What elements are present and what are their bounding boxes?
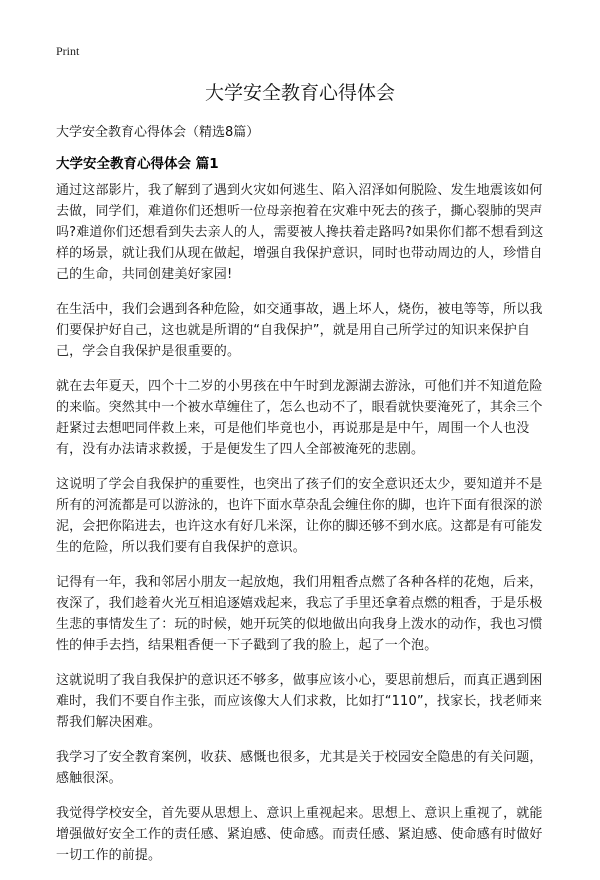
paragraph-2: 在生活中，我们会遇到各种危险，如交通事故，遇上坏人，烧伤，被电等等，所以我们要保护好自己，这也就是所谓的“自我保护”，就是用自己所学过的知识来保护自己，学会自我保护是很重要的。 bbox=[56, 302, 543, 359]
paragraph-1: 通过这部影片，我了解到了遇到火灾如何逃生、陷入沼泽如何脱险、发生地震该如何去做，同学们，难道你们还想听一位母亲抱着在灾难中死去的孩子，撕心裂肺的哭声吗?难道你们还想看到失去亲人的人，需要被人搀扶着走路吗?如果你们都不想看到这样的场景，就让我们从现在做起，增强自我保护意识，同时也带动周边的人，珍惜自己的生命，共同创建美好家园! bbox=[56, 183, 544, 282]
paragraph-3: 就在去年夏天，四个十二岁的小男孩在中午时到龙源湖去游泳，可他们并不知道危险的来临。突然其中一个被水草缠住了，怎么也动不了，眼看就快要淹死了，其余三个赶紧过去想吧同伴救上来，可是他们毕竟也小，再说那是是中午，周围一个人也没有，没有办法请求救援，于是便发生了四人全部被淹死的悲剧。 bbox=[56, 379, 543, 457]
paragraph-6: 这就说明了我自我保护的意识还不够多，做事应该小心，要思前想后，而真正遇到困难时，我们不要自作主张，而应该像大人们求救，比如打“110”，找家长，找老师来帮我们解决困难。 bbox=[56, 673, 543, 730]
paragraph-5: 记得有一年，我和邻居小朋友一起放炮，我们用粗香点燃了各种各样的花炮，后来，夜深了，我们趁着火光互相追逐嬉戏起来，我忘了手里还拿着点燃的粗香，于是乐极生悲的事情发生了：玩的时候，她开玩笑的似地做出向我身上泼水的动作，我也习惯性的伸手去挡，结果粗香便一下子戳到了我的脸上，起了一个泡。 bbox=[56, 575, 543, 653]
section-heading: 大学安全教育心得体会 篇1 bbox=[56, 156, 219, 172]
page-title: 大学安全教育心得体会 bbox=[204, 82, 395, 104]
paragraph-8: 我觉得学校安全，首先要从思想上、意识上重视起来。思想上、意识上重视了，就能增强做好安全工作的责任感、紧迫感、使命感。而责任感、紧迫感、使命感有时做好一切工作的前提。 bbox=[56, 806, 543, 863]
article-body bbox=[56, 180, 548, 880]
paragraph-7: 我学习了安全教育案例，收获、感慨也很多，尤其是关于校园安全隐患的有关问题，感触很深。 bbox=[56, 750, 543, 786]
document-subtitle: 大学安全教育心得体会（精选8篇） bbox=[56, 125, 260, 140]
paragraph-4: 这说明了学会自我保护的重要性，也突出了孩子们的安全意识还太少，要知道并不是所有的河流都是可以游泳的，也许下面水草杂乱会缠住你的脚，也许下面有很深的淤泥，会把你陷进去，也许这水有好几米深，让你的脚还够不到水底。这都是有可能发生的危险，所以我们要有自我保护的意识。 bbox=[56, 477, 543, 555]
print-link[interactable]: Print bbox=[56, 44, 80, 58]
